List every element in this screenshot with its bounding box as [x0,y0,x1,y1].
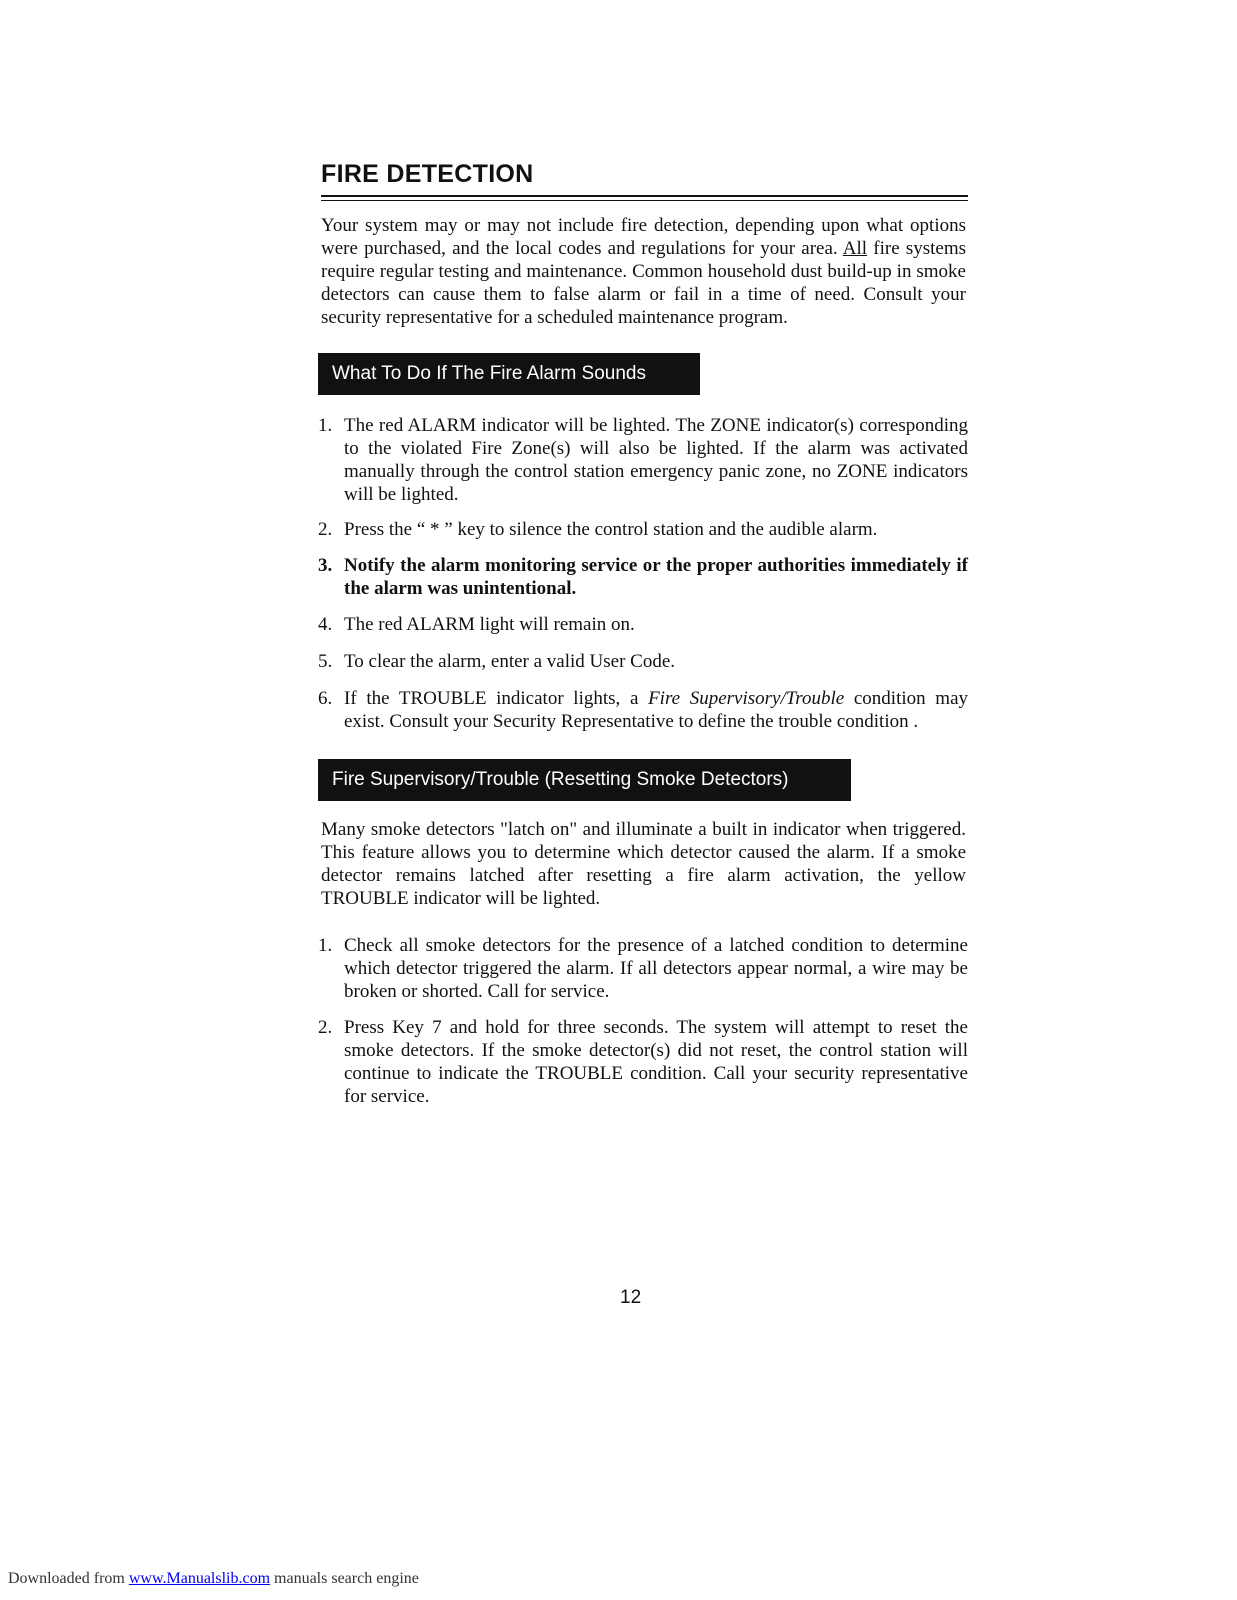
manualslib-link[interactable]: www.Manualslib.com [128,1570,271,1587]
list-item [318,518,968,541]
step-number: 3. [318,555,333,576]
list-item [318,650,968,673]
page-number: 12 [620,1287,642,1308]
intro-emphasis-all: All [842,238,868,259]
step-text-tail: condition may exist. Consult your Security Representative to define the trouble condition . [344,688,969,732]
intro-text-1: Your system may or may not include fire detection, depending upon what options were purchased, and the local codes and regulations for your area. [321,215,966,259]
list-item [318,613,968,636]
page-title: FIRE DETECTION [321,160,534,188]
intro-paragraph [321,214,966,329]
step-text-emphasis: Fire Supervisory/Trouble [648,688,845,709]
step-text: The red ALARM indicator will be lighted. The ZONE indicator(s) corresponding to the violated Fire Zone(s) will also be lighted. If the alarm was activated manually through the control station emergency panic zone, no ZONE indicators will be lighted. [344,415,968,505]
step-number: 2. [318,1017,333,1038]
list-item [318,554,968,600]
step-number: 1. [318,935,333,956]
smoke-detector-paragraph: Many smoke detectors "latch on" and illuminate a built in indicator when triggered. This feature allows you to determine which detector caused the alarm. If a smoke detector remains latched after resetting a fire alarm activation, the yellow TROUBLE indicator will be lighted. [321,819,966,909]
step-text: Press Key 7 and hold for three seconds. The system will attempt to reset the smoke detectors. If the smoke detector(s) did not reset, the control station will continue to indicate the TROUBLE condition. Call your security representative for service. [344,1017,968,1107]
step-text: To clear the alarm, enter a valid User Code. [344,651,676,672]
step-number: 4. [318,614,333,635]
step-number: 5. [318,651,333,672]
title-rule-thick [321,195,968,197]
list-item [318,414,968,506]
list-item [318,1016,968,1108]
footer-prefix: Downloaded from [8,1570,129,1587]
step-text: Notify the alarm monitoring service or the proper authorities immediately if the alarm was unintentional. [344,555,968,599]
section-banner-supervisory-trouble: Fire Supervisory/Trouble (Resetting Smoke Detectors) [318,759,851,801]
step-text: Press the “ * ” key to silence the control station and the audible alarm. [344,519,878,540]
intro-text-2: fire systems require regular testing and maintenance. Common household dust build-up in smoke detectors can cause them to false alarm or fail in a time of need. Consult your security representative for a scheduled maintenance program. [321,238,966,328]
title-rule-thin [321,200,968,201]
reset-steps [318,934,968,1108]
step-number: 2. [318,519,333,540]
step-text: The red ALARM light will remain on. [344,614,635,635]
footer-suffix: manuals search engine [270,1570,419,1587]
list-item [318,687,968,733]
step-number: 1. [318,415,333,436]
download-footer [8,1570,419,1588]
list-item [318,934,968,1003]
section-banner-fire-alarm: What To Do If The Fire Alarm Sounds [318,353,700,395]
step-text: Check all smoke detectors for the presence of a latched condition to determine which detector triggered the alarm. If all detectors appear normal, a wire may be broken or shorted. Call for service. [344,935,968,1002]
step-number: 6. [318,688,333,709]
step-text-lead: If the TROUBLE indicator lights, a [344,688,649,709]
fire-alarm-steps [318,414,968,733]
